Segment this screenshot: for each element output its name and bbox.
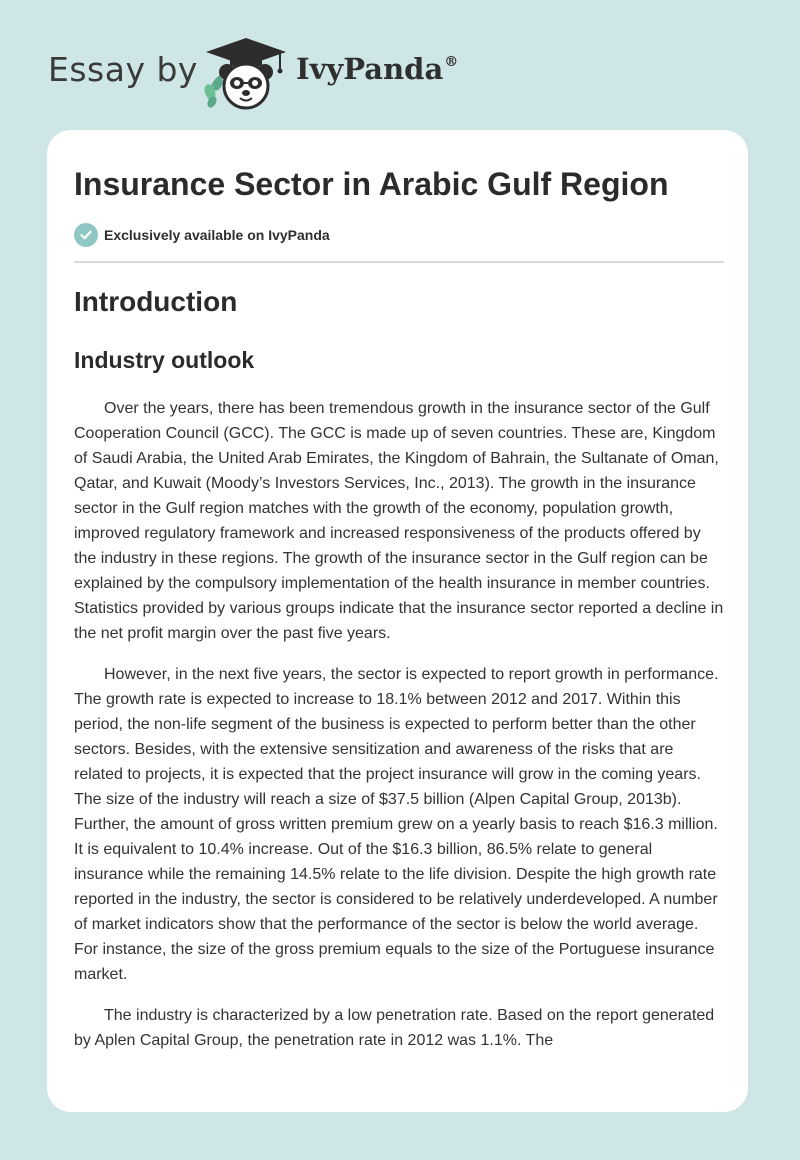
ivypanda-logo-icon: [200, 36, 292, 110]
subsection-heading: Industry outlook: [74, 347, 255, 373]
article-card: [47, 130, 748, 1112]
article-title: Insurance Sector in Arabic Gulf Region: [74, 166, 669, 202]
paragraph: Over the years, there has been tremendous growth in the insurance sector of the Gulf Cooperation Council (GCC). The GCC is made up of seven countries. These are, Kingdom of Saudi Arabia, the United Arab Emirates, the Kingdom of Bahrain, the Sultanate of Oman, Qatar, and Kuwait (Moody’s Investors Services, Inc., 2013). The growth in the insurance sector in the Gulf region matches with the growth of the economy, population growth, improved regulatory framework and increased responsiveness of the products offered by the industry in these regions. The growth of the insurance sector in the Gulf region can be explained by the compulsory implementation of the health insurance in member countries. Statistics provided by various groups indicate that the insurance sector reported a decline in the net profit margin over the past five years.: [74, 400, 724, 642]
brand-name-text: IvyPanda: [296, 52, 444, 86]
exclusive-badge: [74, 223, 330, 247]
article-body: [74, 396, 724, 1069]
section-heading: Introduction: [74, 286, 238, 317]
registered-mark: ®: [444, 54, 459, 70]
title-divider: [74, 261, 724, 263]
exclusive-badge-label: Exclusively available on IvyPanda: [104, 227, 330, 243]
checkmark-icon: [74, 223, 98, 247]
essay-by-label: Essay by: [48, 50, 198, 89]
paragraph: However, in the next five years, the sector is expected to report growth in performance. The growth rate is expected to increase to 18.1% between 2012 and 2017. Within this period, the non-life segment of the business is expected to perform better than the other sectors. Besides, with the extensive sensitization and awareness of the risks that are related to projects, it is expected that the project insurance will grow in the coming years. The size of the industry will reach a size of $37.5 billion (Alpen Capital Group, 2013b). Further, the amount of gross written premium grew on a yearly basis to reach $16.3 million. It is equivalent to 10.4% increase. Out of the $16.3 billion, 86.5% relate to general insurance while the remaining 14.5% relate to the life division. Despite the high growth rate reported in the industry, the sector is considered to be relatively underdeveloped. A number of market indicators show that the performance of the sector is below the world average. For instance, the size of the gross premium equals to the size of the Portuguese insurance market.: [74, 666, 719, 983]
ivypanda-brand-name[interactable]: [296, 52, 458, 86]
paragraph: The industry is characterized by a low penetration rate. Based on the report generated by Aplen Capital Group, the penetration rate in 2012 was 1.1%. The: [74, 1007, 715, 1049]
site-header: [48, 30, 508, 110]
